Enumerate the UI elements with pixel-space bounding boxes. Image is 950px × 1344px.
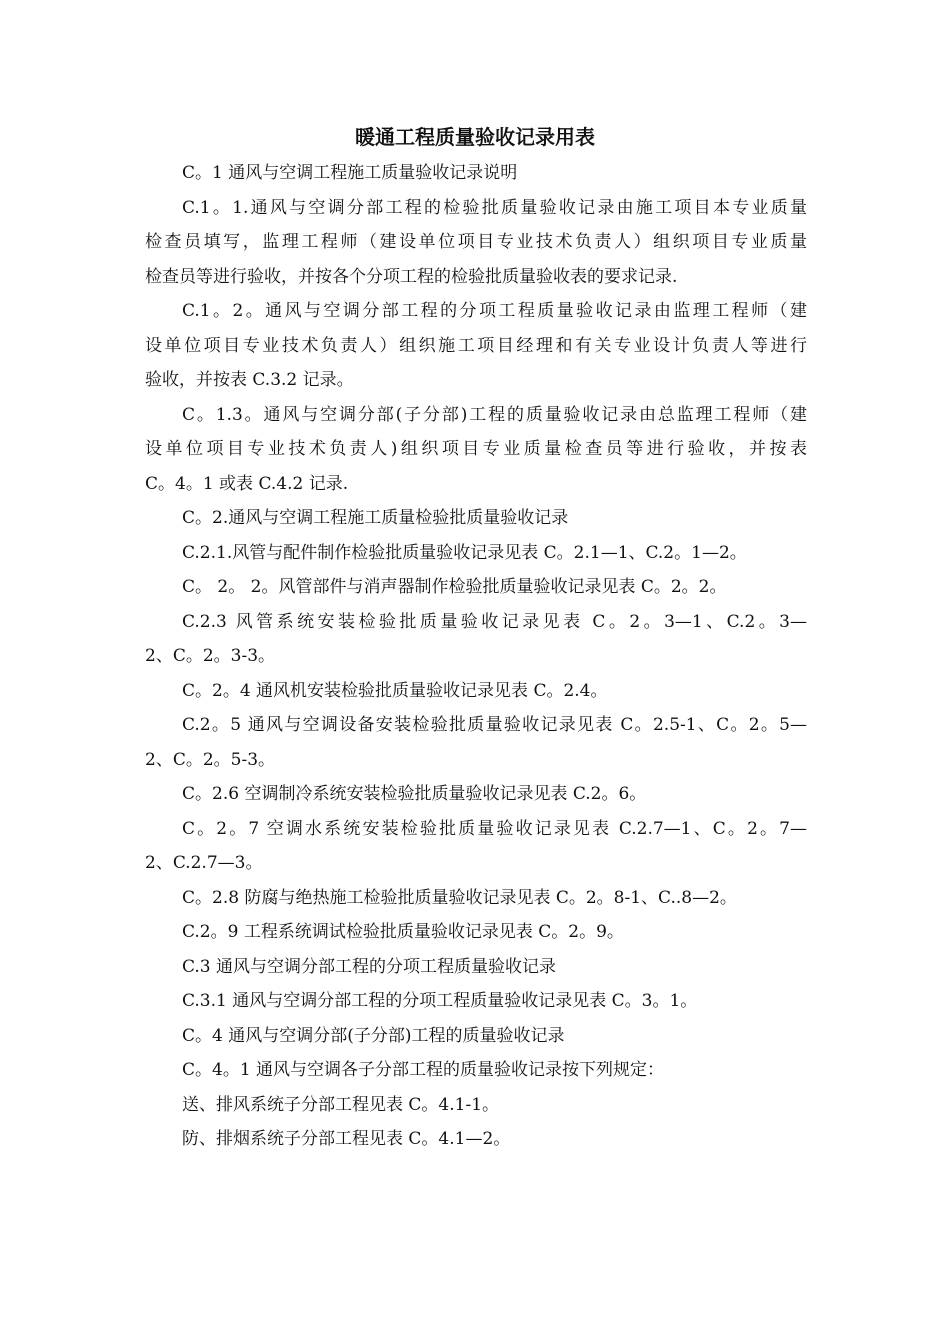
paragraph xyxy=(145,570,807,605)
document-title: 暖通工程质量验收记录用表 xyxy=(355,125,595,149)
paragraph xyxy=(145,777,807,812)
paragraph-line: C.2.3 风管系统安装检验批质量验收记录见表 C。2。3—1、C.2。3— xyxy=(182,611,807,632)
paragraph xyxy=(145,915,807,950)
paragraph xyxy=(145,984,807,1019)
paragraph-line: C。2.8 防腐与绝热施工检验批质量验收记录见表 C。2。8-1、C..8—2。 xyxy=(182,887,737,908)
document-body xyxy=(145,156,807,1157)
paragraph xyxy=(145,398,807,502)
paragraph xyxy=(145,950,807,985)
paragraph xyxy=(145,708,807,777)
paragraph-line: C。1 通风与空调工程施工质量验收记录说明 xyxy=(182,163,518,183)
paragraph-line: C。2。7 空调水系统安装检验批质量验收记录见表 C.2.7—1、C。2。7— xyxy=(182,818,807,839)
paragraph-line: 2、C。2。3-3。 xyxy=(145,646,276,666)
paragraph-line: C。 2。 2。风管部件与消声器制作检验批质量验收记录见表 C。2。2。 xyxy=(182,577,727,597)
paragraph-line: 2、C.2.7—3。 xyxy=(145,853,263,873)
paragraph xyxy=(145,294,807,398)
paragraph-line: C.3 通风与空调分部工程的分项工程质量验收记录 xyxy=(182,956,557,977)
paragraph xyxy=(145,501,807,536)
paragraph-line: 设单位项目专业技术负责人)组织项目专业质量检查员等进行验收，并按表 xyxy=(145,439,807,459)
paragraph xyxy=(145,1088,807,1123)
paragraph xyxy=(145,1122,807,1157)
paragraph-line: C。4。1 或表 C.4.2 记录. xyxy=(145,473,349,494)
paragraph xyxy=(145,881,807,916)
paragraph xyxy=(145,605,807,674)
paragraph-line: 验收，并按表 C.3.2 记录。 xyxy=(145,370,354,390)
paragraph-line: 送、排风系统子分部工程见表 C。4.1-1。 xyxy=(182,1094,500,1115)
paragraph xyxy=(145,674,807,709)
paragraph-line: C.3.1 通风与空调分部工程的分项工程质量验收记录见表 C。3。1。 xyxy=(182,991,698,1011)
paragraph xyxy=(145,812,807,881)
paragraph-line: C.2。5 通风与空调设备安装检验批质量验收记录见表 C。2.5-1、C。2。5— xyxy=(182,715,807,735)
paragraph xyxy=(145,536,807,571)
paragraph-line: 防、排烟系统子分部工程见表 C。4.1—2。 xyxy=(182,1129,511,1149)
paragraph xyxy=(145,1053,807,1088)
paragraph-line: C。2.通风与空调工程施工质量检验批质量验收记录 xyxy=(182,508,569,528)
paragraph xyxy=(145,191,807,295)
paragraph-line: C.2。9 工程系统调试检验批质量验收记录见表 C。2。9。 xyxy=(182,922,624,942)
paragraph xyxy=(145,1019,807,1054)
paragraph-line: 检查员填写，监理工程师（建设单位项目专业技术负责人）组织项目专业质量 xyxy=(145,232,807,252)
paragraph-line: C.1。1.通风与空调分部工程的检验批质量验收记录由施工项目本专业质量 xyxy=(182,197,807,218)
paragraph-line: C。4。1 通风与空调各子分部工程的质量验收记录按下列规定： xyxy=(182,1060,665,1080)
paragraph-line: C。1.3。通风与空调分部(子分部)工程的质量验收记录由总监理工程师（建 xyxy=(182,404,807,425)
paragraph-line: 2、C。2。5-3。 xyxy=(145,749,276,770)
paragraph-line: C。4 通风与空调分部(子分部)工程的质量验收记录 xyxy=(182,1025,565,1046)
paragraph-line: C.1。2。通风与空调分部工程的分项工程质量验收记录由监理工程师（建 xyxy=(182,301,807,321)
paragraph-line: 设单位项目专业技术负责人）组织施工项目经理和有关专业设计负责人等进行 xyxy=(145,335,807,356)
paragraph xyxy=(145,156,807,191)
paragraph-line: C。2。4 通风机安装检验批质量验收记录见表 C。2.4。 xyxy=(182,680,608,701)
paragraph-line: C.2.1.风管与配件制作检验批质量验收记录见表 C。2.1—1、C.2。1—2。 xyxy=(182,542,747,563)
paragraph-line: C。2.6 空调制冷系统安装检验批质量验收记录见表 C.2。6。 xyxy=(182,784,647,804)
paragraph-line: 检查员等进行验收，并按各个分项工程的检验批质量验收表的要求记录. xyxy=(145,266,678,287)
